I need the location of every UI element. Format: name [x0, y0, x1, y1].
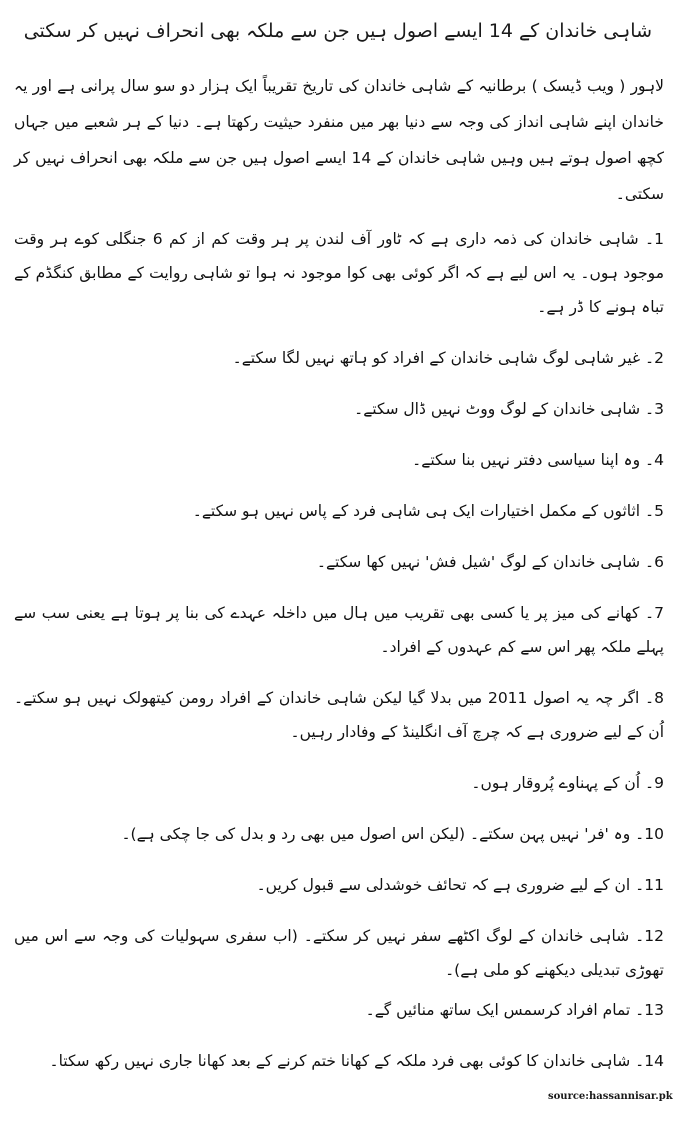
rule-14: 14۔ شاہی خاندان کا کوئی بھی فرد ملکہ کے کھانا ختم کرنے کے بعد کھانا جاری نہیں رکھ سکتا۔ [49, 1052, 664, 1070]
rule-2: 2۔ غیر شاہی لوگ شاہی خاندان کے افراد کو ہاتھ نہیں لگا سکتے۔ [232, 349, 664, 367]
rule-10: 10۔ وہ 'فر' نہیں پہن سکتے۔ (لیکن اس اصول میں بھی رد و بدل کی جا چکی ہے)۔ [121, 825, 664, 843]
rule-3: 3۔ شاہی خاندان کے لوگ ووٹ نہیں ڈال سکتے۔ [354, 400, 664, 418]
rule-13: 13۔ تمام افراد کرسمس ایک ساتھ منائیں گے۔ [365, 1001, 664, 1019]
rule-4: 4۔ وہ اپنا سیاسی دفتر نہیں بنا سکتے۔ [412, 451, 664, 469]
rule-7: 7۔ کھانے کی میز پر یا کسی بھی تقریب میں ہال میں داخلہ عہدے کی بنا پر ہوتا ہے یعنی سب سے پہلے ملکہ پھر اس سے کم عہدوں کے افراد۔ [14, 604, 664, 656]
rule-5: 5۔ اثاثوں کے مکمل اختیارات ایک ہی شاہی فرد کے پاس نہیں ہو سکتے۔ [192, 502, 664, 520]
article-intro: لاہور ( ویب ڈیسک ) برطانیہ کے شاہی خاندان کی تاریخ تقریباً ایک ہزار دو سو سال پرانی ہے اور یہ خاندان اپنے شاہی انداز کی وجہ سے دنیا بھر میں منفرد حیثیت رکھتا ہے۔ دنیا کے ہر شعبے میں جہاں کچھ اصول ہوتے ہیں وہیں شاہی خاندان کے 14 ایسے اصول ہیں جن سے ملکہ بھی انحراف نہیں کر سکتی۔ [14, 77, 664, 203]
rule-8: 8۔ اگر چہ یہ اصول 2011 میں بدلا گیا لیکن شاہی خاندان کے افراد رومن کیتھولک نہیں ہو سکتے۔ اُن کے لیے ضروری ہے کہ چرچ آف انگلینڈ کے وفادار رہیں۔ [14, 689, 664, 741]
rules-list [14, 222, 664, 1078]
rule-6: 6۔ شاہی خاندان کے لوگ 'شیل فش' نہیں کھا سکتے۔ [316, 553, 664, 571]
source-credit: source:hassannisar.pk [548, 1091, 673, 1102]
rule-1: 1۔ شاہی خاندان کی ذمہ داری ہے کہ ٹاور آف لندن پر ہر وقت کم از کم 6 جنگلی کوے ہر وقت موجود ہوں۔ یہ اس لیے ہے کہ اگر کوئی بھی کوا موجود نہ ہوا تو شاہی روایت کے مطابق کنگڈم کے تباہ ہونے کا ڈر ہے۔ [14, 230, 664, 316]
rule-9: 9۔ اُن کے پہناوے پُروقار ہوں۔ [471, 774, 664, 792]
article-title: شاہی خاندان کے 14 ایسے اصول ہیں جن سے ملکہ بھی انحراف نہیں کر سکتی [23, 20, 652, 42]
rule-11: 11۔ ان کے لیے ضروری ہے کہ تحائف خوشدلی سے قبول کریں۔ [256, 876, 664, 894]
rule-12: 12۔ شاہی خاندان کے لوگ اکٹھے سفر نہیں کر سکتے۔ (اب سفری سہولیات کی وجہ سے اس میں تھوڑی تبدیلی دیکھنے کو ملی ہے)۔ [14, 927, 664, 979]
